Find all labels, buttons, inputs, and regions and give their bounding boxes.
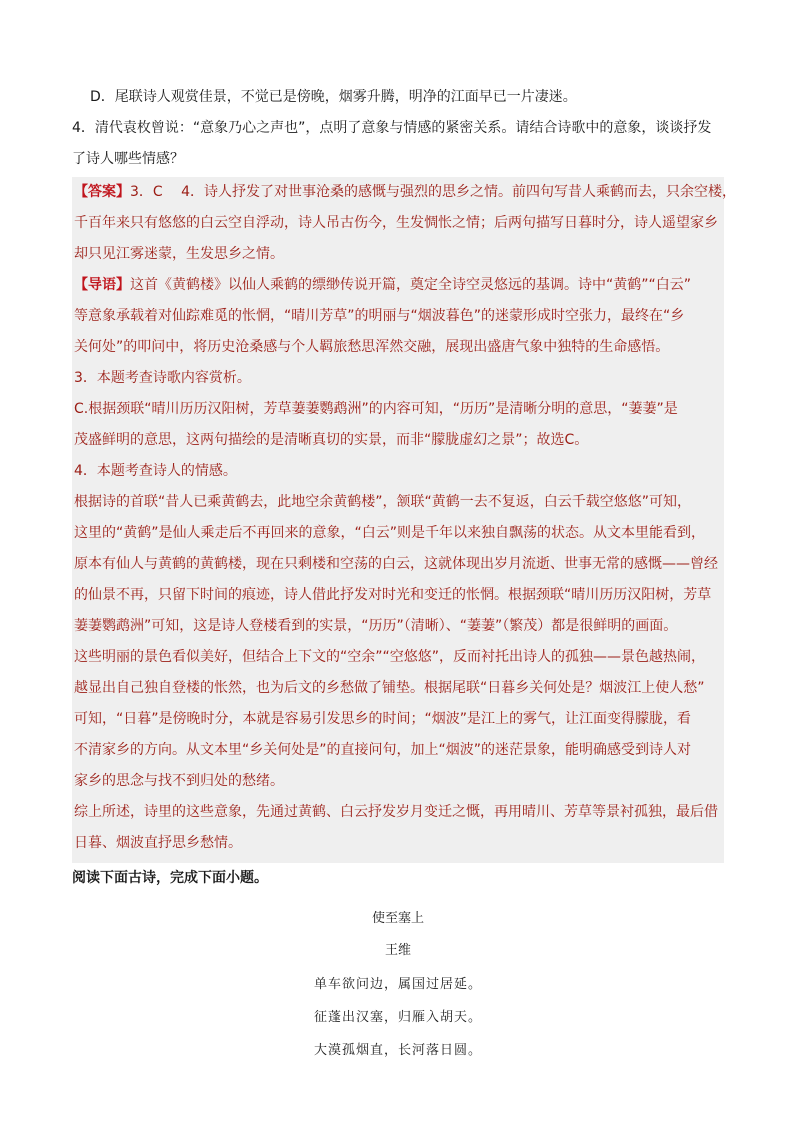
analysis-line: 3．本题考查诗歌内容赏析。	[74, 370, 251, 386]
analysis-line: 越显出自己独自登楼的怅然，也为后文的乡愁做了铺垫。根据尾联“日暮乡关何处是？烟波江上使人愁”	[74, 680, 705, 696]
guide-line-1	[72, 270, 724, 301]
analysis-line: 可知，“日暮”是傍晚时分，本就是容易引发思乡的时间；“烟波”是江上的雾气，让江面变得朦胧，看	[74, 711, 692, 727]
answer-box	[72, 177, 737, 863]
poem-line: 征蓬出汉塞，归雁入胡天。	[313, 1010, 482, 1025]
analysis-line: C.根据颈联“晴川历历汉阳树，芳草萋萋鹦鹉洲”的内容可知，“历历”是清晰分明的意思，“萋萋”是	[74, 401, 678, 417]
analysis-line: 4．本题考查诗人的情感。	[74, 463, 237, 479]
question-4-line-2: 了诗人哪些情感？	[72, 151, 184, 167]
poem-line: 大漠孤烟直，长河落日圆。	[313, 1043, 482, 1058]
document-page	[72, 82, 737, 1067]
guide-text: 这首《黄鹤楼》以仙人乘鹤的缥缈传说开篇，奠定全诗空灵悠远的基调。诗中“黄鹤”“白云”	[130, 277, 692, 293]
analysis-line: 茂盛鲜明的意思，这两句描绘的是清晰真切的实景，而非“朦胧虚幻之景”；故选C。	[74, 432, 589, 448]
option-d-text: D．尾联诗人观赏佳景，不觉已是傍晚，烟雾升腾，明净的江面早已一片凄迷。	[90, 89, 577, 105]
poem-line: 单车欲问边，属国过居延。	[313, 977, 482, 992]
guide-tag: 【导语】	[74, 277, 130, 293]
analysis-line: 日暮、烟波直抒思乡愁情。	[74, 835, 242, 851]
answer-line-2: 千百年来只有悠悠的白云空自浮动，诗人吊古伤今，生发惆怅之情；后两句描写日暮时分，诗人遥望家乡	[74, 215, 718, 231]
analysis-line: 这里的“黄鹤”是仙人乘走后不再回来的意象，“白云”则是千年以来独自飘荡的状态。从文本里能看到，	[74, 525, 706, 541]
guide-line-2: 等意象承载着对仙踪难觅的怅惘，“晴川芳草”的明丽与“烟波暮色”的迷蒙形成时空张力，最终在“乡	[74, 308, 685, 324]
analysis-line: 萋萋鹦鹉洲”可知，这是诗人登楼看到的实景，“历历”（清晰）、“萋萋”（繁茂）都是很鲜明的画面。	[74, 618, 678, 634]
answer-tag: 【答案】	[74, 184, 130, 200]
reading-prompt: 阅读下面古诗，完成下面小题。	[72, 870, 268, 886]
analysis-line: 的仙景不再，只留下时间的痕迹，诗人借此抒发对时光和变迁的怅惘。根据颈联“晴川历历汉阳树，芳草	[74, 587, 712, 603]
guide-line-3: 关何处”的叩问中，将历史沧桑感与个人羁旅愁思浑然交融，展现出盛唐气象中独特的生命感悟。	[74, 339, 670, 355]
poem-title: 使至塞上	[371, 911, 424, 926]
answer-line-1	[72, 177, 737, 208]
analysis-line: 综上所述，诗里的这些意象，先通过黄鹤、白云抒发岁月变迁之慨，再用晴川、芳草等景衬孤独，最后借	[74, 804, 718, 820]
analysis-line: 原本有仙人与黄鹤的黄鹤楼，现在只剩楼和空荡的白云，这就体现出岁月流逝、世事无常的感慨——曾经	[74, 556, 718, 572]
answer-line-3: 却只见江雾迷蒙，生发思乡之情。	[74, 246, 284, 262]
analysis-line: 家乡的思念与找不到归处的愁绪。	[74, 773, 284, 789]
analysis-line: 不清家乡的方向。从文本里“乡关何处是”的直接问句，加上“烟波”的迷茫景象，能明确感受到诗人对	[74, 742, 692, 758]
answer-text: 3．C 4．诗人抒发了对世事沧桑的感慨与强烈的思乡之情。前四句写昔人乘鹤而去，只余空楼，	[130, 184, 737, 200]
analysis-line: 根据诗的首联“昔人已乘黄鹤去，此地空余黄鹤楼”，颔联“黄鹤一去不复返，白云千载空悠悠”可知，	[74, 494, 692, 510]
analysis-line: 这些明丽的景色看似美好，但结合上下文的“空余”“空悠悠”，反而衬托出诗人的孤独——景色越热闹，	[74, 649, 706, 665]
question-4-line-1: 4．清代袁枚曾说：“意象乃心之声也”，点明了意象与情感的紧密关系。请结合诗歌中的意象，谈谈抒发	[72, 120, 712, 136]
poem-author: 王维	[384, 943, 411, 958]
